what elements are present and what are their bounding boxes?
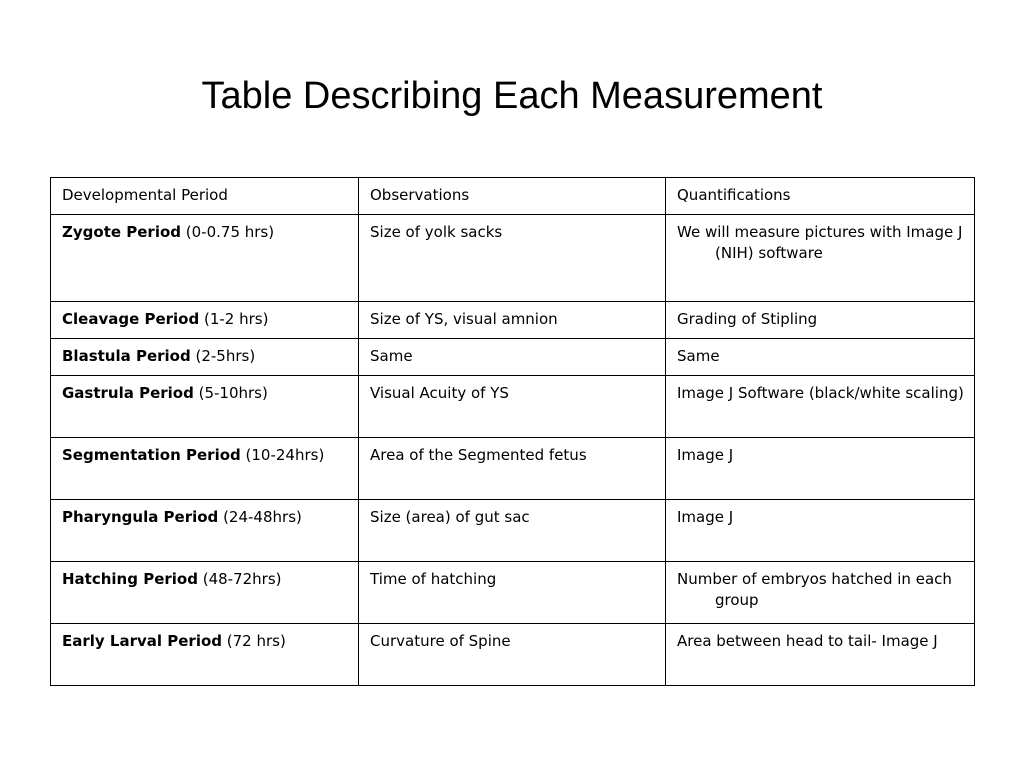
observation-cell: [359, 562, 666, 624]
quantification-text: Image J: [677, 508, 734, 526]
table-row: [51, 339, 975, 376]
observation-cell: [359, 624, 666, 686]
observation-text: Size of YS, visual amnion: [370, 310, 558, 328]
quantification-text: Grading of Stipling: [677, 310, 818, 328]
header-observations: Observations: [359, 178, 666, 215]
quantification-text: We will measure pictures with Image J (NIH) software: [677, 223, 963, 262]
observation-text: Visual Acuity of YS: [370, 384, 509, 402]
period-cell: [51, 562, 359, 624]
quantification-text: Image J Software (black/white scaling): [677, 384, 964, 402]
table-row: [51, 215, 975, 302]
period-cell: [51, 438, 359, 500]
period-cell: [51, 500, 359, 562]
observation-text: Time of hatching: [370, 570, 497, 588]
table-row: [51, 376, 975, 438]
quantification-text: Area between head to tail- Image J: [677, 632, 938, 650]
measurement-table: [50, 177, 975, 686]
observation-cell: [359, 376, 666, 438]
quantification-cell: [666, 339, 975, 376]
observation-text: Size (area) of gut sac: [370, 508, 530, 526]
observation-text: Curvature of Spine: [370, 632, 511, 650]
quantification-cell: [666, 376, 975, 438]
observation-cell: [359, 339, 666, 376]
slide-title: Table Describing Each Measurement: [201, 75, 823, 117]
period-name: Gastrula Period: [62, 384, 194, 402]
header-developmental-period: Developmental Period: [51, 178, 359, 215]
period-range: (5-10hrs): [193, 384, 268, 402]
period-name: Cleavage Period: [62, 310, 200, 328]
period-cell: [51, 302, 359, 339]
period-name: Pharyngula Period: [62, 508, 219, 526]
period-cell: [51, 339, 359, 376]
observation-text: Size of yolk sacks: [370, 223, 503, 241]
quantification-cell: [666, 624, 975, 686]
observation-cell: [359, 438, 666, 500]
period-cell: [51, 376, 359, 438]
quantification-cell: [666, 215, 975, 302]
period-name: Hatching Period: [62, 570, 198, 588]
period-name: Zygote Period: [62, 223, 182, 241]
quantification-cell: [666, 500, 975, 562]
period-range: (24-48hrs): [218, 508, 302, 526]
quantification-cell: [666, 438, 975, 500]
table-row: [51, 438, 975, 500]
table-row: [51, 302, 975, 339]
period-cell: [51, 215, 359, 302]
period-cell: [51, 624, 359, 686]
period-range: (48-72hrs): [197, 570, 282, 588]
period-range: (0-0.75 hrs): [181, 223, 275, 241]
quantification-cell: [666, 562, 975, 624]
observation-text: Area of the Segmented fetus: [370, 446, 587, 464]
quantification-text: Image J: [677, 446, 734, 464]
observation-cell: [359, 215, 666, 302]
observation-cell: [359, 500, 666, 562]
period-name: Blastula Period: [62, 347, 191, 365]
period-range: (2-5hrs): [190, 347, 256, 365]
period-name: Early Larval Period: [62, 632, 222, 650]
table-row: [51, 624, 975, 686]
quantification-text: Number of embryos hatched in each group: [677, 570, 952, 609]
period-range: (1-2 hrs): [199, 310, 269, 328]
quantification-text: Same: [677, 347, 720, 365]
period-range: (10-24hrs): [240, 446, 325, 464]
period-name: Segmentation Period: [62, 446, 241, 464]
period-range: (72 hrs): [222, 632, 286, 650]
table-row: [51, 562, 975, 624]
quantification-cell: [666, 302, 975, 339]
observation-text: Same: [370, 347, 413, 365]
observation-cell: [359, 302, 666, 339]
header-quantifications: Quantifications: [666, 178, 975, 215]
table-row: [51, 500, 975, 562]
table-header-row: [51, 178, 975, 215]
